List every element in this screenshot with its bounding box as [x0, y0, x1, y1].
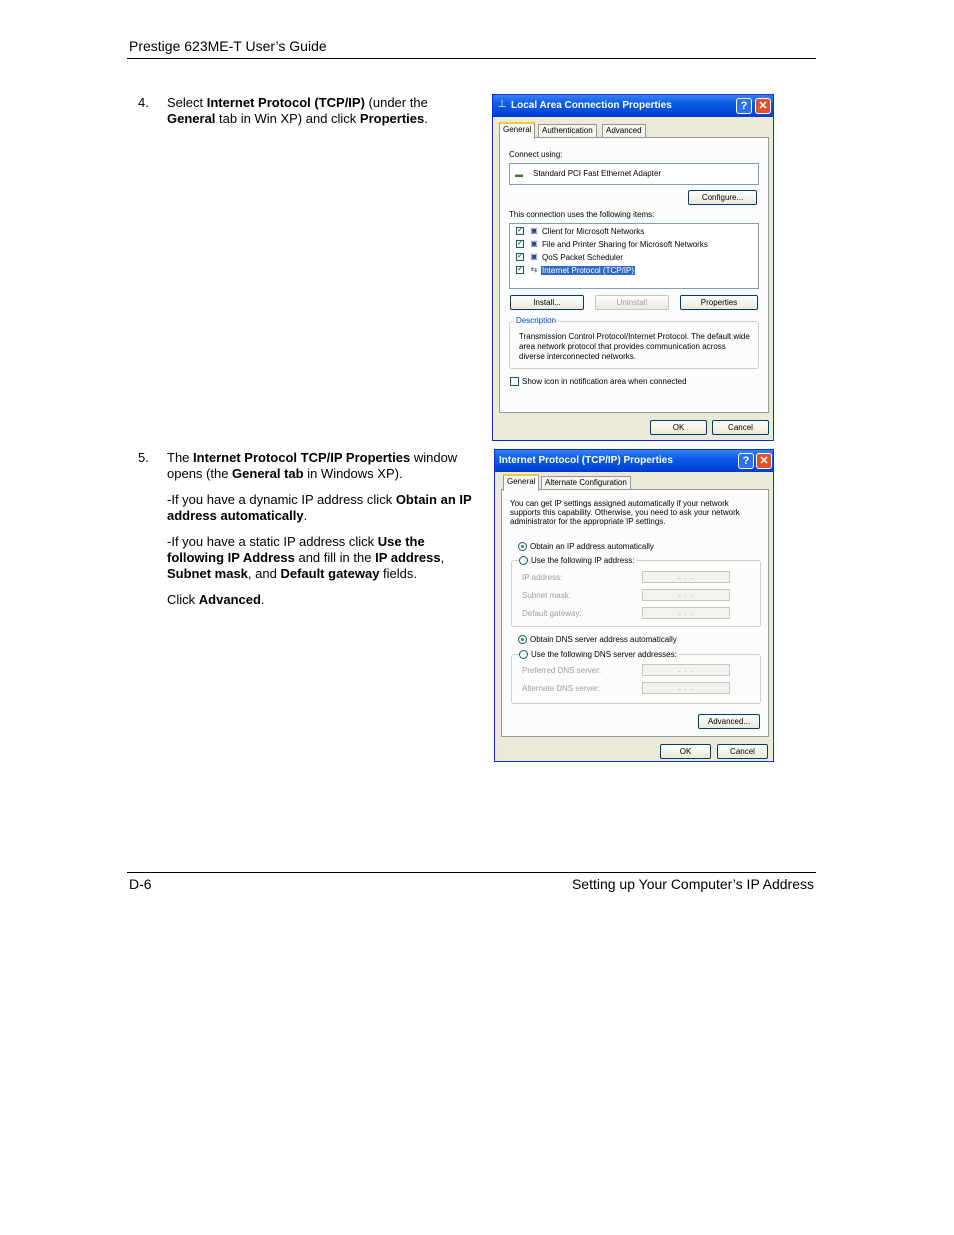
tab-authentication[interactable]: Authentication	[538, 124, 597, 137]
file-sharing-icon: ▣	[530, 239, 538, 248]
components-list[interactable]	[509, 223, 759, 289]
show-icon-label: Show icon in notification area when connected	[522, 377, 687, 386]
obtain-dns-label: Obtain DNS server address automatically	[530, 635, 677, 644]
item-label: QoS Packet Scheduler	[542, 253, 623, 262]
tab-general[interactable]: General	[503, 474, 539, 491]
network-adapter-icon: ▬	[515, 170, 523, 179]
list-item-selected[interactable]	[510, 265, 758, 277]
local-area-connection-dialog	[492, 94, 774, 441]
properties-button[interactable]: Properties	[680, 295, 758, 310]
page-number: D-6	[129, 876, 152, 892]
dialog-title: Local Area Connection Properties	[511, 100, 672, 111]
page-header-title: Prestige 623ME-T User’s Guide	[129, 38, 327, 54]
ip-address-group	[511, 556, 761, 627]
list-item[interactable]	[510, 226, 758, 238]
step-text	[167, 450, 477, 618]
alternate-dns-field[interactable]: . . .	[642, 682, 730, 694]
dialog-title: Internet Protocol (TCP/IP) Properties	[499, 455, 673, 466]
tab-alternate-configuration[interactable]: Alternate Configuration	[541, 476, 631, 489]
install-button[interactable]: Install...	[510, 295, 584, 310]
step-5-paragraph-4: Click Advanced.	[167, 592, 265, 607]
item-checkbox[interactable]: ✔	[517, 253, 523, 260]
step-5-paragraph-1: The Internet Protocol TCP/IP Properties window opens (the General tab in Windows XP).	[167, 450, 458, 481]
tcpip-properties-dialog	[494, 449, 774, 762]
adapter-name: Standard PCI Fast Ethernet Adapter	[533, 169, 662, 178]
step-5-paragraph-2: -If you have a dynamic IP address click Obtain an IP address automatically.	[167, 492, 472, 523]
general-tab-panel	[499, 137, 769, 413]
step-4-paragraph: Select Internet Protocol (TCP/IP) (under the General tab in Win XP) and click Properties.	[167, 95, 428, 126]
show-icon-checkbox[interactable]	[510, 377, 519, 386]
item-label: Client for Microsoft Networks	[542, 227, 645, 236]
dns-server-group	[511, 650, 761, 704]
intro-text: You can get IP settings assigned automatically if your network supports this capability. Otherwise, you need to ask your network administrator for the appropriate IP settings.	[510, 499, 740, 526]
obtain-ip-label: Obtain an IP address automatically	[530, 542, 654, 551]
preferred-dns-field[interactable]: . . .	[642, 664, 730, 676]
step-5-paragraph-3: -If you have a static IP address click Use the following IP Address and fill in the IP address, Subnet mask, and Default gateway fields.	[167, 534, 445, 581]
title-bar	[493, 95, 773, 117]
description-label: Description	[516, 316, 557, 325]
item-label: File and Printer Sharing for Microsoft Networks	[542, 240, 708, 249]
footer-rule	[127, 872, 816, 873]
adapter-box	[509, 163, 759, 185]
description-text: Transmission Control Protocol/Internet Protocol. The default wide area network protocol that provides communication across diverse interconnected networks.	[519, 332, 750, 361]
section-title: Setting up Your Computer’s IP Address	[571, 876, 814, 892]
ok-button[interactable]: OK	[660, 744, 711, 759]
cancel-button[interactable]: Cancel	[712, 420, 769, 435]
network-connection-icon: ⊥	[497, 99, 507, 110]
description-group	[509, 316, 759, 369]
close-button[interactable]: ✕	[755, 98, 771, 114]
step-number: 4.	[138, 95, 149, 110]
step-number: 5.	[138, 450, 149, 465]
general-tab-panel	[501, 489, 769, 737]
alternate-dns-label: Alternate DNS server:	[522, 684, 600, 693]
subnet-mask-field[interactable]: . . .	[642, 589, 730, 601]
list-item[interactable]	[510, 252, 758, 264]
obtain-dns-radio[interactable]	[518, 635, 527, 644]
list-item[interactable]	[510, 239, 758, 251]
ip-address-label: IP address:	[522, 573, 563, 582]
item-checkbox[interactable]: ✔	[517, 227, 523, 234]
default-gateway-field[interactable]: . . .	[642, 607, 730, 619]
item-checkbox[interactable]: ✔	[517, 240, 523, 247]
use-ip-radio[interactable]	[519, 556, 528, 565]
qos-scheduler-icon: ▣	[530, 252, 538, 261]
use-dns-radio[interactable]	[519, 650, 528, 659]
cancel-button[interactable]: Cancel	[717, 744, 768, 759]
item-checkbox[interactable]: ✔	[517, 266, 523, 273]
tab-general[interactable]: General	[499, 122, 535, 139]
default-gateway-label: Default gateway:	[522, 609, 582, 618]
advanced-button[interactable]: Advanced...	[698, 714, 760, 729]
connect-using-label: Connect using:	[509, 150, 563, 159]
configure-button[interactable]: Configure...	[688, 190, 757, 205]
tab-advanced[interactable]: Advanced	[602, 124, 646, 137]
help-button[interactable]: ?	[738, 453, 754, 469]
uninstall-button[interactable]: Uninstall	[595, 295, 669, 310]
close-button[interactable]: ✕	[756, 453, 772, 469]
step-text	[167, 95, 477, 137]
items-label: This connection uses the following items:	[509, 210, 655, 219]
subnet-mask-label: Subnet mask:	[522, 591, 571, 600]
header-rule	[127, 58, 816, 59]
use-dns-label: Use the following DNS server addresses:	[531, 650, 677, 659]
title-bar	[495, 450, 773, 472]
item-label: Internet Protocol (TCP/IP)	[542, 266, 635, 275]
protocol-icon: ⇆	[530, 265, 538, 274]
preferred-dns-label: Preferred DNS server:	[522, 666, 602, 675]
ok-button[interactable]: OK	[650, 420, 707, 435]
obtain-ip-radio[interactable]	[518, 542, 527, 551]
help-button[interactable]: ?	[736, 98, 752, 114]
client-network-icon: ▣	[530, 226, 538, 235]
use-ip-label: Use the following IP address:	[531, 556, 635, 565]
ip-address-field[interactable]: . . .	[642, 571, 730, 583]
